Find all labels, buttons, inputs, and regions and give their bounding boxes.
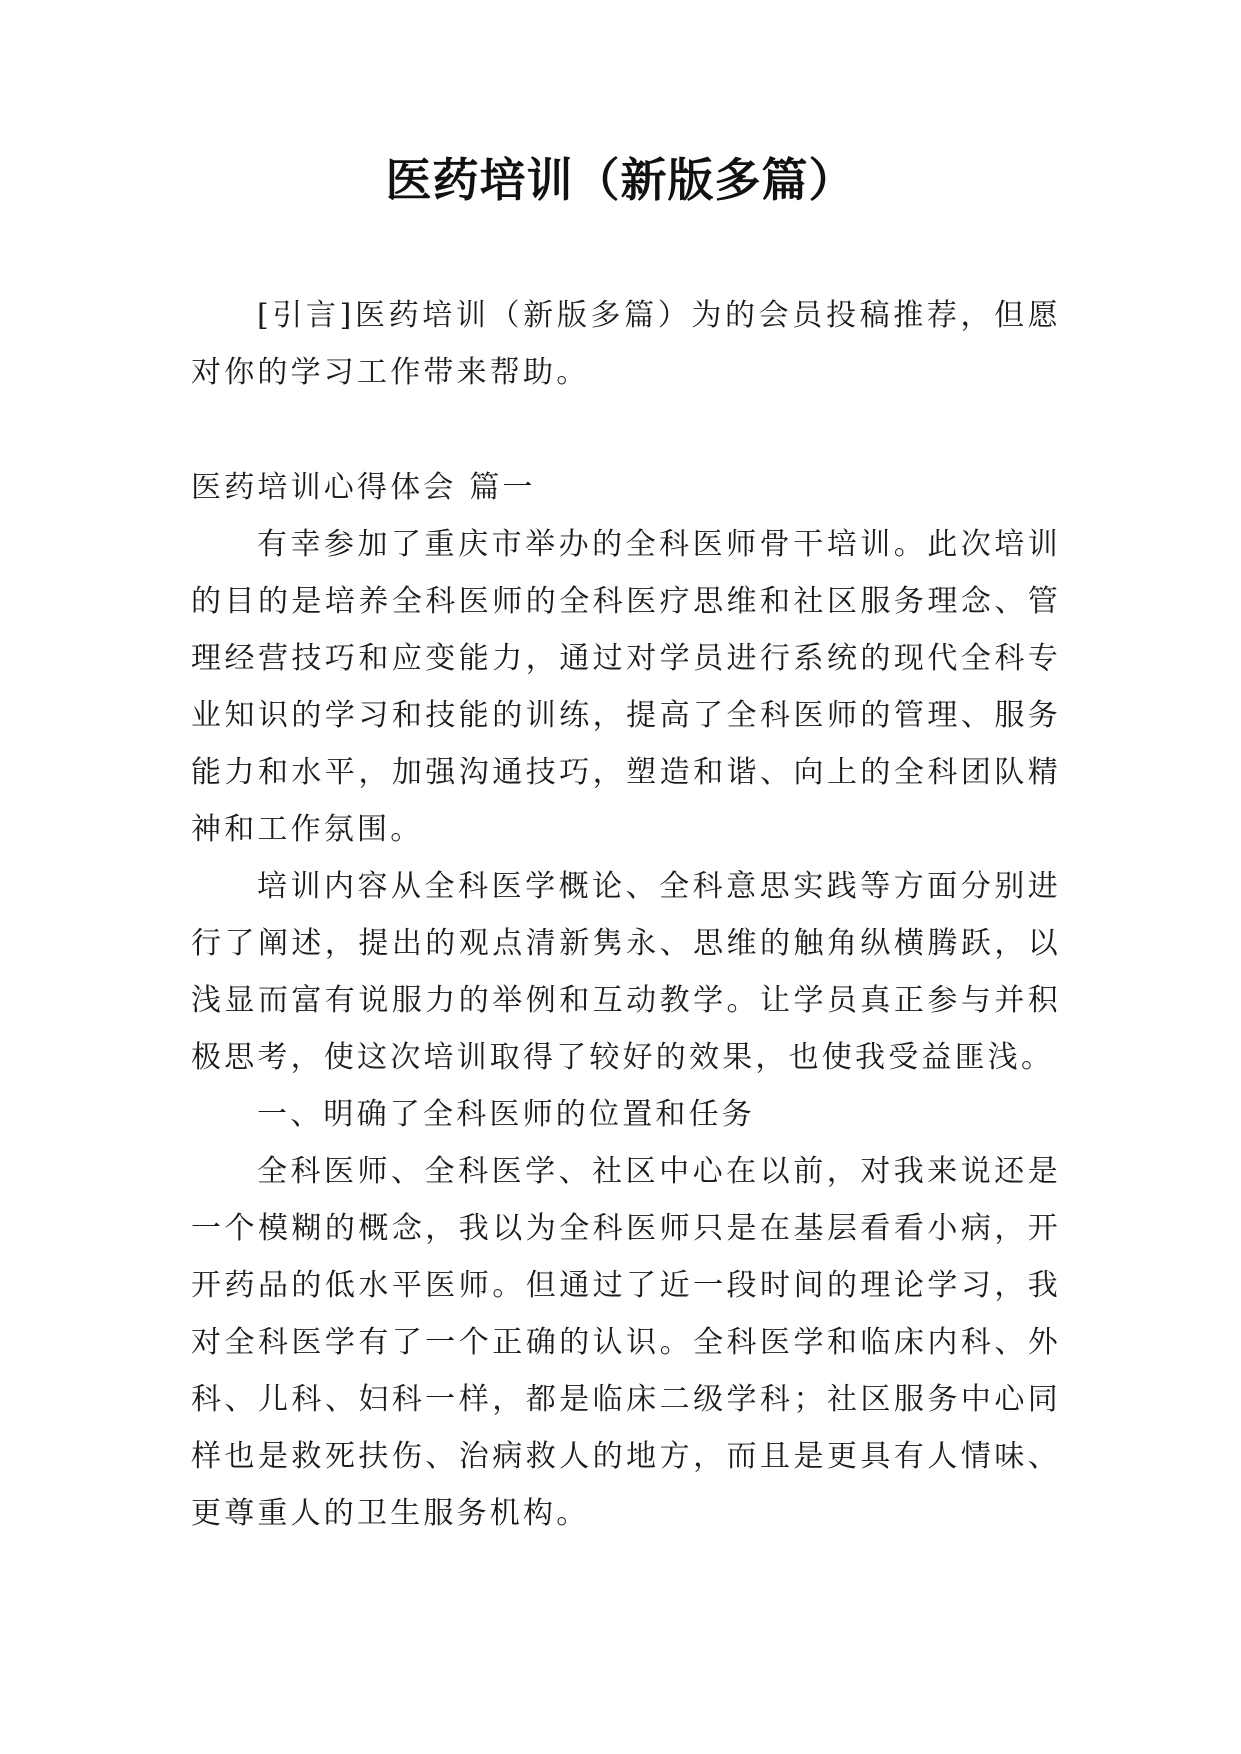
intro-paragraph: [引言]医药培训（新版多篇）为的会员投稿推荐，但愿对你的学习工作带来帮助。 xyxy=(191,298,1061,390)
intro-block xyxy=(191,287,1061,401)
paragraph-3: 全科医师、全科医学、社区中心在以前，对我来说还是一个模糊的概念，我以为全科医师只是在基层看看小病，开开药品的低水平医师。但通过了近一段时间的理论学习，我对全科医学有了一个正确的认识。全科医学和临床内科、外科、儿科、妇科一样，都是临床二级学科；社区服务中心同样也是救死扶伤、治病救人的地方，而且是更具有人情味、更尊重人的卫生服务机构。 xyxy=(191,1154,1061,1531)
subheading-1: 一、明确了全科医师的位置和任务 xyxy=(257,1097,755,1132)
section-content xyxy=(191,459,1061,1542)
paragraph-2: 培训内容从全科医学概论、全科意思实践等方面分别进行了阐述，提出的观点清新隽永、思维的触角纵横腾跃，以浅显而富有说服力的举例和互动教学。让学员真正参与并积极思考，使这次培训取得了较好的效果，也使我受益匪浅。 xyxy=(191,869,1061,1075)
section-heading: 医药培训心得体会 篇一 xyxy=(191,470,536,505)
document-title: 医药培训（新版多篇） xyxy=(385,153,856,207)
paragraph-1: 有幸参加了重庆市举办的全科医师骨干培训。此次培训的目的是培养全科医师的全科医疗思维和社区服务理念、管理经营技巧和应变能力，通过对学员进行系统的现代全科专业知识的学习和技能的训练，提高了全科医师的管理、服务能力和水平，加强沟通技巧，塑造和谐、向上的全科团队精神和工作氛围。 xyxy=(191,527,1061,847)
